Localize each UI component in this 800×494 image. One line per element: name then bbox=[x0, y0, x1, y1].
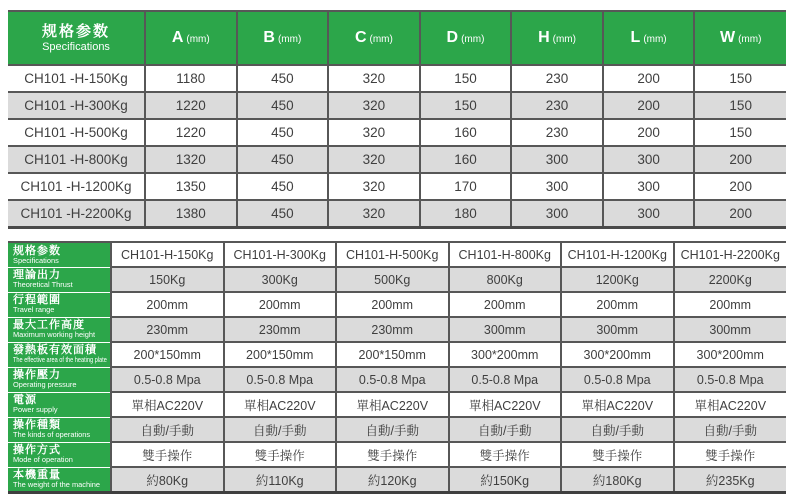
dimension-value: 200 bbox=[694, 173, 786, 200]
dimension-value: 200 bbox=[603, 92, 695, 119]
spec-value: 230mm bbox=[224, 317, 337, 342]
dimension-value: 1320 bbox=[145, 146, 237, 173]
spec-value: 1200Kg bbox=[561, 267, 674, 292]
dimension-value: 230 bbox=[511, 119, 603, 146]
column-unit: (mm) bbox=[369, 34, 393, 45]
column-unit: (mm) bbox=[552, 34, 576, 45]
dimension-value: 1220 bbox=[145, 119, 237, 146]
spec-value: 約110Kg bbox=[224, 467, 337, 493]
dimension-value: 200 bbox=[603, 65, 695, 92]
row-header-en: Mode of operation bbox=[13, 455, 73, 465]
dimension-value: 300 bbox=[511, 146, 603, 173]
column-unit: (mm) bbox=[186, 34, 210, 45]
spec-row bbox=[8, 342, 786, 367]
dimension-value: 300 bbox=[603, 146, 695, 173]
row-header-zh: 规格参数 bbox=[13, 244, 61, 257]
spec-value: 單相AC220V bbox=[449, 392, 562, 417]
dimension-value: 230 bbox=[511, 65, 603, 92]
specs-table bbox=[8, 241, 786, 494]
dimension-value: 320 bbox=[328, 173, 420, 200]
dimensions-header-row bbox=[8, 11, 786, 65]
spec-value: 約80Kg bbox=[111, 467, 224, 493]
dimension-value: 200 bbox=[694, 200, 786, 228]
spec-row bbox=[8, 442, 786, 467]
row-header-en: Specifications bbox=[13, 255, 59, 265]
spec-value: 0.5-0.8 Mpa bbox=[224, 367, 337, 392]
spec-value: 雙手操作 bbox=[111, 442, 224, 467]
spec-value: 300*200mm bbox=[561, 342, 674, 367]
spec-value: 0.5-0.8 Mpa bbox=[674, 367, 787, 392]
spec-value: 雙手操作 bbox=[561, 442, 674, 467]
dimension-value: 450 bbox=[237, 65, 329, 92]
spec-row-header bbox=[8, 242, 111, 267]
spec-value: 200mm bbox=[449, 292, 562, 317]
spec-value: 約150Kg bbox=[449, 467, 562, 493]
row-header-en: Travel range bbox=[13, 305, 55, 315]
spec-value: 300mm bbox=[674, 317, 787, 342]
dimension-value: 300 bbox=[603, 200, 695, 228]
spec-value: 單相AC220V bbox=[674, 392, 787, 417]
spec-value: 800Kg bbox=[449, 267, 562, 292]
column-letter: L bbox=[630, 29, 641, 46]
spec-value: 2200Kg bbox=[674, 267, 787, 292]
dimension-value: 320 bbox=[328, 92, 420, 119]
dimension-row bbox=[8, 200, 786, 228]
column-header-w bbox=[694, 11, 786, 65]
row-header-zh: 操作壓力 bbox=[13, 369, 61, 382]
dimension-value: 150 bbox=[420, 65, 512, 92]
spec-value: 自動/手動 bbox=[224, 417, 337, 442]
spec-row-header bbox=[8, 442, 111, 467]
spec-value: 150Kg bbox=[111, 267, 224, 292]
column-unit: (mm) bbox=[277, 34, 302, 45]
column-letter: D bbox=[446, 29, 459, 46]
spec-value: 300*200mm bbox=[674, 342, 787, 367]
spec-row-header bbox=[8, 367, 111, 392]
spec-value: 單相AC220V bbox=[561, 392, 674, 417]
row-header-zh: 最大工作高度 bbox=[13, 319, 85, 332]
column-header-h bbox=[511, 11, 603, 65]
column-unit: (mm) bbox=[461, 34, 485, 45]
row-header-en: The effective area of the heating plate bbox=[13, 355, 107, 365]
spec-value: CH101-H-500Kg bbox=[336, 242, 449, 267]
specifications-header-cell bbox=[8, 11, 145, 65]
dimensions-table bbox=[8, 10, 786, 229]
spec-value: 0.5-0.8 Mpa bbox=[111, 367, 224, 392]
dimension-row bbox=[8, 92, 786, 119]
spec-value: CH101-H-150Kg bbox=[111, 242, 224, 267]
dimension-value: 160 bbox=[420, 146, 512, 173]
row-header-en: The kinds of operations bbox=[13, 430, 91, 440]
dimension-row bbox=[8, 146, 786, 173]
row-header-zh: 電源 bbox=[13, 394, 37, 407]
row-header-zh: 操作方式 bbox=[13, 444, 61, 457]
spec-row bbox=[8, 467, 786, 493]
dimension-value: 450 bbox=[237, 146, 329, 173]
spec-value: 200*150mm bbox=[224, 342, 337, 367]
spec-row-header bbox=[8, 392, 111, 417]
spec-value: 單相AC220V bbox=[111, 392, 224, 417]
model-name: CH101 -H-300Kg bbox=[8, 92, 145, 119]
column-letter: W bbox=[719, 29, 736, 46]
spec-row bbox=[8, 417, 786, 442]
dimension-row bbox=[8, 65, 786, 92]
dimension-value: 200 bbox=[694, 146, 786, 173]
dimension-value: 320 bbox=[328, 200, 420, 228]
dimension-value: 230 bbox=[511, 92, 603, 119]
dimension-value: 300 bbox=[511, 200, 603, 228]
dimension-value: 1180 bbox=[145, 65, 237, 92]
column-letter: C bbox=[354, 29, 367, 46]
row-header-en: Operating pressure bbox=[13, 380, 77, 390]
spec-row-header bbox=[8, 317, 111, 342]
column-header-c bbox=[328, 11, 420, 65]
spec-value: 自動/手動 bbox=[561, 417, 674, 442]
spec-value: 0.5-0.8 Mpa bbox=[449, 367, 562, 392]
dimension-row bbox=[8, 119, 786, 146]
spec-row bbox=[8, 242, 786, 267]
dimension-value: 320 bbox=[328, 65, 420, 92]
spec-value: CH101-H-800Kg bbox=[449, 242, 562, 267]
spec-row-header bbox=[8, 292, 111, 317]
spec-value: 200mm bbox=[111, 292, 224, 317]
dimension-row bbox=[8, 173, 786, 200]
dimension-value: 450 bbox=[237, 173, 329, 200]
row-header-en: Theoretical Thrust bbox=[13, 280, 73, 290]
specifications-title-en: Specifications bbox=[42, 41, 110, 54]
spec-value: 200mm bbox=[336, 292, 449, 317]
spec-value: 雙手操作 bbox=[224, 442, 337, 467]
column-unit: (mm) bbox=[738, 34, 762, 45]
column-unit: (mm) bbox=[643, 34, 667, 45]
spec-value: 300mm bbox=[561, 317, 674, 342]
column-header-a bbox=[145, 11, 237, 65]
row-header-en: The weight of the machine bbox=[13, 480, 101, 490]
spec-value: 單相AC220V bbox=[224, 392, 337, 417]
spec-value: 自動/手動 bbox=[111, 417, 224, 442]
spec-value: 約235Kg bbox=[674, 467, 787, 493]
dimension-value: 200 bbox=[603, 119, 695, 146]
model-name: CH101 -H-500Kg bbox=[8, 119, 145, 146]
spec-value: 0.5-0.8 Mpa bbox=[561, 367, 674, 392]
spec-value: 230mm bbox=[111, 317, 224, 342]
dimension-value: 300 bbox=[603, 173, 695, 200]
spec-value: 300Kg bbox=[224, 267, 337, 292]
dimension-value: 170 bbox=[420, 173, 512, 200]
spec-value: 200mm bbox=[224, 292, 337, 317]
row-header-zh: 行程範圍 bbox=[13, 294, 61, 307]
dimension-value: 160 bbox=[420, 119, 512, 146]
spec-value: 雙手操作 bbox=[336, 442, 449, 467]
model-name: CH101 -H-1200Kg bbox=[8, 173, 145, 200]
specifications-title-zh: 规格参数 bbox=[41, 22, 110, 40]
spec-value: 雙手操作 bbox=[449, 442, 562, 467]
spec-value: 雙手操作 bbox=[674, 442, 787, 467]
spec-row-header bbox=[8, 267, 111, 292]
spec-value: 約120Kg bbox=[336, 467, 449, 493]
column-letter: B bbox=[263, 29, 275, 46]
spec-row-header bbox=[8, 342, 111, 367]
spec-value: CH101-H-1200Kg bbox=[561, 242, 674, 267]
dimension-value: 320 bbox=[328, 146, 420, 173]
spec-value: 200*150mm bbox=[336, 342, 449, 367]
spec-row bbox=[8, 292, 786, 317]
spec-value: 200*150mm bbox=[111, 342, 224, 367]
column-header-b bbox=[237, 11, 329, 65]
spec-value: 500Kg bbox=[336, 267, 449, 292]
dimension-value: 150 bbox=[694, 92, 786, 119]
row-header-zh: 本機重量 bbox=[13, 469, 61, 482]
row-header-zh: 理論出力 bbox=[13, 269, 61, 282]
column-letter: H bbox=[538, 29, 550, 46]
spec-row bbox=[8, 367, 786, 392]
spec-row-header bbox=[8, 417, 111, 442]
dimension-value: 450 bbox=[237, 92, 329, 119]
spec-value: 自動/手動 bbox=[449, 417, 562, 442]
dimension-value: 1380 bbox=[145, 200, 237, 228]
dimension-value: 1350 bbox=[145, 173, 237, 200]
dimension-value: 150 bbox=[694, 65, 786, 92]
spec-row bbox=[8, 267, 786, 292]
spec-row bbox=[8, 317, 786, 342]
model-name: CH101 -H-2200Kg bbox=[8, 200, 145, 228]
column-letter: A bbox=[171, 29, 184, 46]
spec-value: 200mm bbox=[561, 292, 674, 317]
spec-value: 300mm bbox=[449, 317, 562, 342]
spec-value: 200mm bbox=[674, 292, 787, 317]
dimension-value: 450 bbox=[237, 200, 329, 228]
model-name: CH101 -H-800Kg bbox=[8, 146, 145, 173]
spec-value: 300*200mm bbox=[449, 342, 562, 367]
spec-value: CH101-H-300Kg bbox=[224, 242, 337, 267]
spec-row-header bbox=[8, 467, 111, 493]
spec-value: 230mm bbox=[336, 317, 449, 342]
spec-value: CH101-H-2200Kg bbox=[674, 242, 787, 267]
spec-value: 自動/手動 bbox=[674, 417, 787, 442]
column-header-l bbox=[603, 11, 695, 65]
dimension-value: 450 bbox=[237, 119, 329, 146]
dimension-value: 1220 bbox=[145, 92, 237, 119]
dimension-value: 300 bbox=[511, 173, 603, 200]
spec-value: 單相AC220V bbox=[336, 392, 449, 417]
dimension-value: 320 bbox=[328, 119, 420, 146]
row-header-zh: 發熱板有效面積 bbox=[13, 344, 97, 357]
spec-row bbox=[8, 392, 786, 417]
row-header-zh: 操作種類 bbox=[13, 419, 61, 432]
row-header-en: Power supply bbox=[13, 405, 58, 415]
dimension-value: 180 bbox=[420, 200, 512, 228]
column-header-d bbox=[420, 11, 512, 65]
dimension-value: 150 bbox=[420, 92, 512, 119]
spec-value: 自動/手動 bbox=[336, 417, 449, 442]
spec-value: 0.5-0.8 Mpa bbox=[336, 367, 449, 392]
spec-value: 約180Kg bbox=[561, 467, 674, 493]
row-header-en: Maximum working height bbox=[13, 330, 96, 340]
dimension-value: 150 bbox=[694, 119, 786, 146]
model-name: CH101 -H-150Kg bbox=[8, 65, 145, 92]
